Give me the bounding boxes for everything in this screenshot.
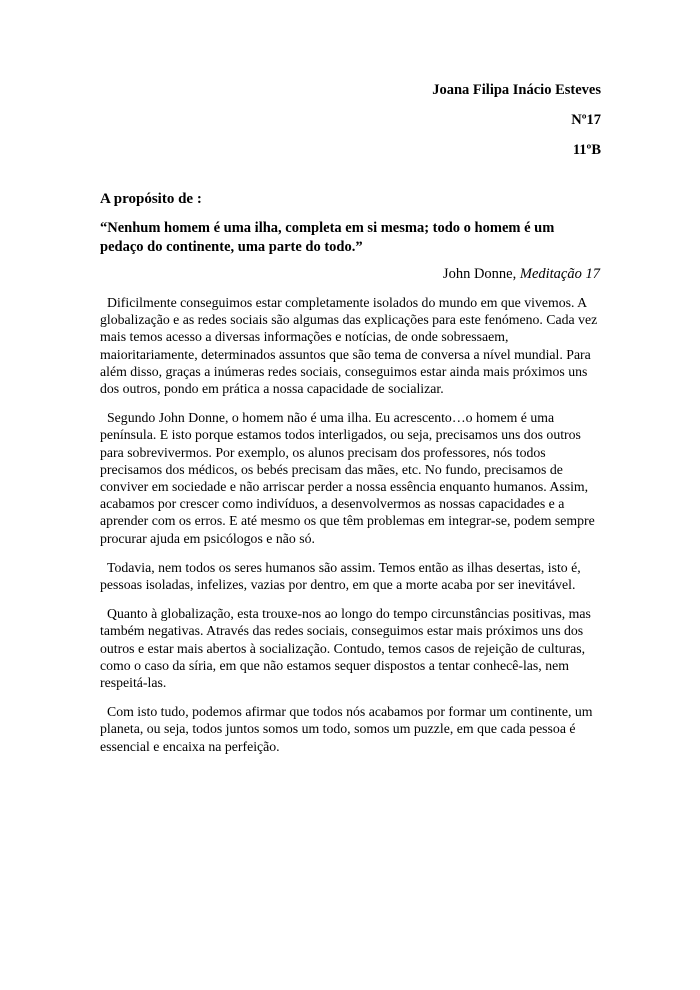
epigraph-quote: “Nenhum homem é uma ilha, completa em si mesma; todo o homem é um pedaço do continente, uma parte do todo.” — [100, 220, 555, 255]
paragraph: Com isto tudo, podemos afirmar que todos nós acabamos por formar um continente, um planeta, ou seja, todos juntos somos um todo, somos um puzzle, em que cada pessoa é essencial e encaixa na perfeição. — [100, 704, 593, 754]
heading: A propósito de : — [100, 191, 202, 207]
author-name: Joana Filipa Inácio Esteves — [432, 82, 601, 98]
author-header — [432, 82, 601, 172]
quote-attribution — [100, 265, 600, 283]
paragraph: Quanto à globalização, esta trouxe-nos ao longo do tempo circunstâncias positivas, mas também negativas. Através das redes sociais, conseguimos estar mais próximos uns dos outros e estar mais abertos à socialização. Contudo, temos casos de rejeição de culturas, como o caso da síria, em que não estamos sequer dispostos a tentar conhecê-las, nem respeitá-las. — [100, 606, 591, 691]
class-label: 11ºB — [572, 142, 601, 158]
attribution-work: Meditação 17 — [519, 266, 600, 282]
paragraph: Todavia, nem todos os seres humanos são assim. Temos então as ilhas desertas, isto é, pessoas isoladas, infelizes, vazias por dentro, em que a morte acaba por ser inevitável. — [100, 559, 581, 593]
essay-body — [100, 190, 600, 767]
attribution-author: John Donne, — [442, 266, 517, 282]
paragraph: Segundo John Donne, o homem não é uma ilha. Eu acrescento…o homem é uma península. E isto porque estamos todos interligados, ou seja, precisamos uns dos outros para sobrevivermos. Por exemplo, os alunos precisam dos professores, nós todos precisamos dos médicos, os bebés precisam das mães, etc. No fundo, precisamos de conviver em sociedade e não arriscar perder a nossa essência enquanto humanos. Assim, acabamos por crescer como indivíduos, a desenvolvermos as nossas capacidades e a aprender com os erros. E até mesmo os que têm problemas em integrar-se, podem sempre procurar ajuda em psicólogos e não só. — [100, 410, 595, 546]
paragraph: Dificilmente conseguimos estar completamente isolados do mundo em que vivemos. A globalização e as redes sociais são algumas das explicações para este fenómeno. Cada vez mais temos acesso a diversas informações e notícias, de onde sobressaem, maioritariamente, determinados assuntos que são tema de conversa a nível mundial. Para além disso, graças a inúmeras redes sociais, conseguimos estar ainda mais próximos uns dos outros, pondo em prática a nossa capacidade de socializar. — [100, 295, 598, 397]
student-number: Nº17 — [571, 112, 601, 128]
